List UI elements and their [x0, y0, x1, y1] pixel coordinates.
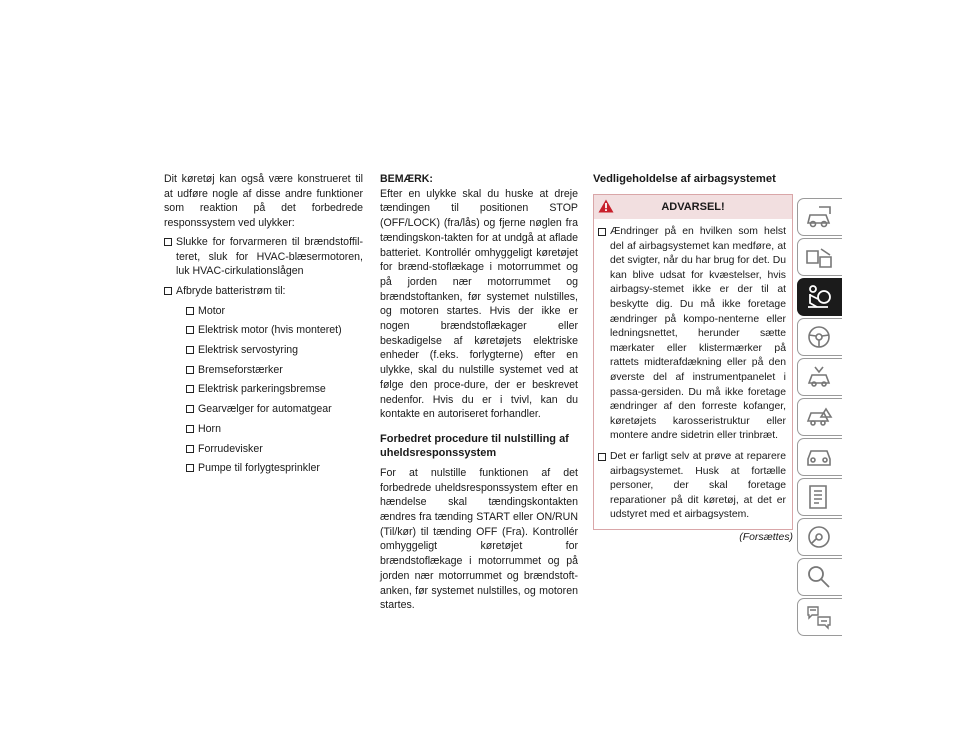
- warning-triangle-icon: [598, 199, 614, 213]
- specifications-icon: [804, 483, 834, 511]
- checkbox-bullet-icon: [186, 366, 194, 374]
- note-label: BEMÆRK:: [380, 173, 433, 185]
- checkbox-bullet-icon: [186, 307, 194, 315]
- controls-icon: [804, 243, 834, 271]
- chapter-tabs: [797, 198, 841, 638]
- warning-lights-icon: [804, 363, 834, 391]
- checkbox-bullet-icon: [598, 228, 606, 236]
- intro-paragraph: Dit køretøj kan også være konstrueret til at udføre nogle af disse andre funktioner som reaktion på det forbedrede responssystem ved ulykker:: [164, 173, 363, 230]
- warning-title: ADVARSEL!: [661, 201, 725, 213]
- checkbox-bullet-icon: [598, 453, 606, 461]
- section-heading: Forbedret procedure til nulstilling af uheldsresponssystem: [380, 432, 569, 459]
- sub-bullet-item: Pumpe til forlygtesprinkler: [186, 461, 363, 476]
- warning-item: Ændringer på en hvilken som helst del af airbagsystemet kan medføre, at det svigter, når du har brug for det. Du kan blive udsat for kvæstelser, hvis airbagsy-stemet ikke er der til at beskytte dig. Du må ikke foretage ændringer på kompo-nenterne eller ledningsnettet, herunder sætte mærkater eller klistermærker på rattets midterafdækning eller på den øverste del af instrumentpanelet i passa-gersiden. Du må ikke foretage ændringer af den forreste kofanger, køretøjets karosseristruktur eller montere andre sidetrin eller trinbræt.: [598, 225, 786, 444]
- checkbox-bullet-icon: [186, 385, 194, 393]
- tab-service[interactable]: [797, 438, 842, 476]
- steering-wheel-icon: [804, 323, 834, 351]
- tab-language[interactable]: [797, 598, 842, 636]
- checkbox-bullet-icon: [186, 346, 194, 354]
- continued-label: (Forsættes): [739, 531, 793, 543]
- checkbox-bullet-icon: [186, 445, 194, 453]
- tab-emergency[interactable]: [797, 398, 842, 436]
- language-icon: [804, 603, 834, 631]
- multimedia-icon: [804, 523, 834, 551]
- search-index-icon: [804, 563, 834, 591]
- tab-index[interactable]: [797, 558, 842, 596]
- note-text: Efter en ulykke skal du huske at dreje tændingen til positionen STOP (OFF/LOCK) (fra/lås) og fjerne nøglen fra tændingskon-takten for at undgå at aflade batteriet. Kontrollér omhyggeligt køretøjet for brænd-stoflækage i motorrummet og på jorden nær motorrummet og brændstoftanken, før systemet nulstilles, og motoren startes. Hvis der ikke er nogen brændstoflækager eller beskadigelse af køretøjets elektriske enheder (f.eks. forlygterne) efter en ulykke, skal du nulstille systemet ved at følge den proce-dure, der er beskrevet nedenfor. Hvis du er i tvivl, kan du kontakte en autoriseret forhandler.: [380, 187, 578, 421]
- tab-controls[interactable]: [797, 238, 842, 276]
- sub-bullet-item: Elektrisk parkeringsbremse: [186, 382, 363, 397]
- column-1: [164, 172, 363, 476]
- sub-bullet-item: Bremseforstærker: [186, 363, 363, 378]
- checkbox-bullet-icon: [186, 425, 194, 433]
- bullet-item: Slukke for forvarmeren til brændstoffil-teret, sluk for HVAC-blæsermotoren, luk HVAC-cirkulationslågen: [164, 235, 363, 279]
- car-intro-icon: [804, 203, 834, 231]
- sub-bullet-item: Elektrisk servostyring: [186, 343, 363, 358]
- sub-bullet-item: Forrudevisker: [186, 442, 363, 457]
- section-heading: Vedligeholdelse af airbagsystemet: [593, 173, 776, 185]
- sub-bullet-item: Horn: [186, 422, 363, 437]
- checkbox-bullet-icon: [164, 238, 172, 246]
- warning-box: [593, 194, 793, 530]
- warning-header: [594, 195, 792, 219]
- service-icon: [804, 443, 834, 471]
- warning-body: [594, 219, 792, 529]
- tab-safety[interactable]: [797, 278, 842, 316]
- tab-specifications[interactable]: [797, 478, 842, 516]
- checkbox-bullet-icon: [186, 326, 194, 334]
- safety-airbag-icon: [804, 283, 834, 311]
- sub-bullet-item: Motor: [186, 304, 363, 319]
- tab-intro[interactable]: [797, 198, 842, 236]
- warning-item: Det er farligt selv at prøve at reparere airbagsystemet. Husk at fortælle personer, der skal foretage reparationer på dit køretøj, at det er udstyret med et airbagsystem.: [598, 450, 786, 523]
- emergency-icon: [804, 403, 834, 431]
- section-body: For at nulstille funktionen af det forbedrede uheldsresponssystem efter en hændelse skal tændingskontakten ændres fra tænding START eller ON/RUN (Til/kør) til tænding OFF (Fra). Kontrollér omhyggeligt køretøjet for brændstoflækage i motorrummet og på jorden nær motorrummet og brændstoft-anken, før systemet nulstilles, og motoren startes.: [380, 466, 578, 612]
- checkbox-bullet-icon: [164, 287, 172, 295]
- checkbox-bullet-icon: [186, 464, 194, 472]
- column-3: [593, 172, 793, 546]
- column-2: [380, 172, 578, 613]
- sub-bullet-item: Gearvælger for automatgear: [186, 402, 363, 417]
- checkbox-bullet-icon: [186, 405, 194, 413]
- tab-warning-lights[interactable]: [797, 358, 842, 396]
- tab-multimedia[interactable]: [797, 518, 842, 556]
- tab-starting[interactable]: [797, 318, 842, 356]
- sub-bullet-item: Elektrisk motor (hvis monteret): [186, 323, 363, 338]
- bullet-item: Afbryde batteristrøm til:: [164, 284, 363, 299]
